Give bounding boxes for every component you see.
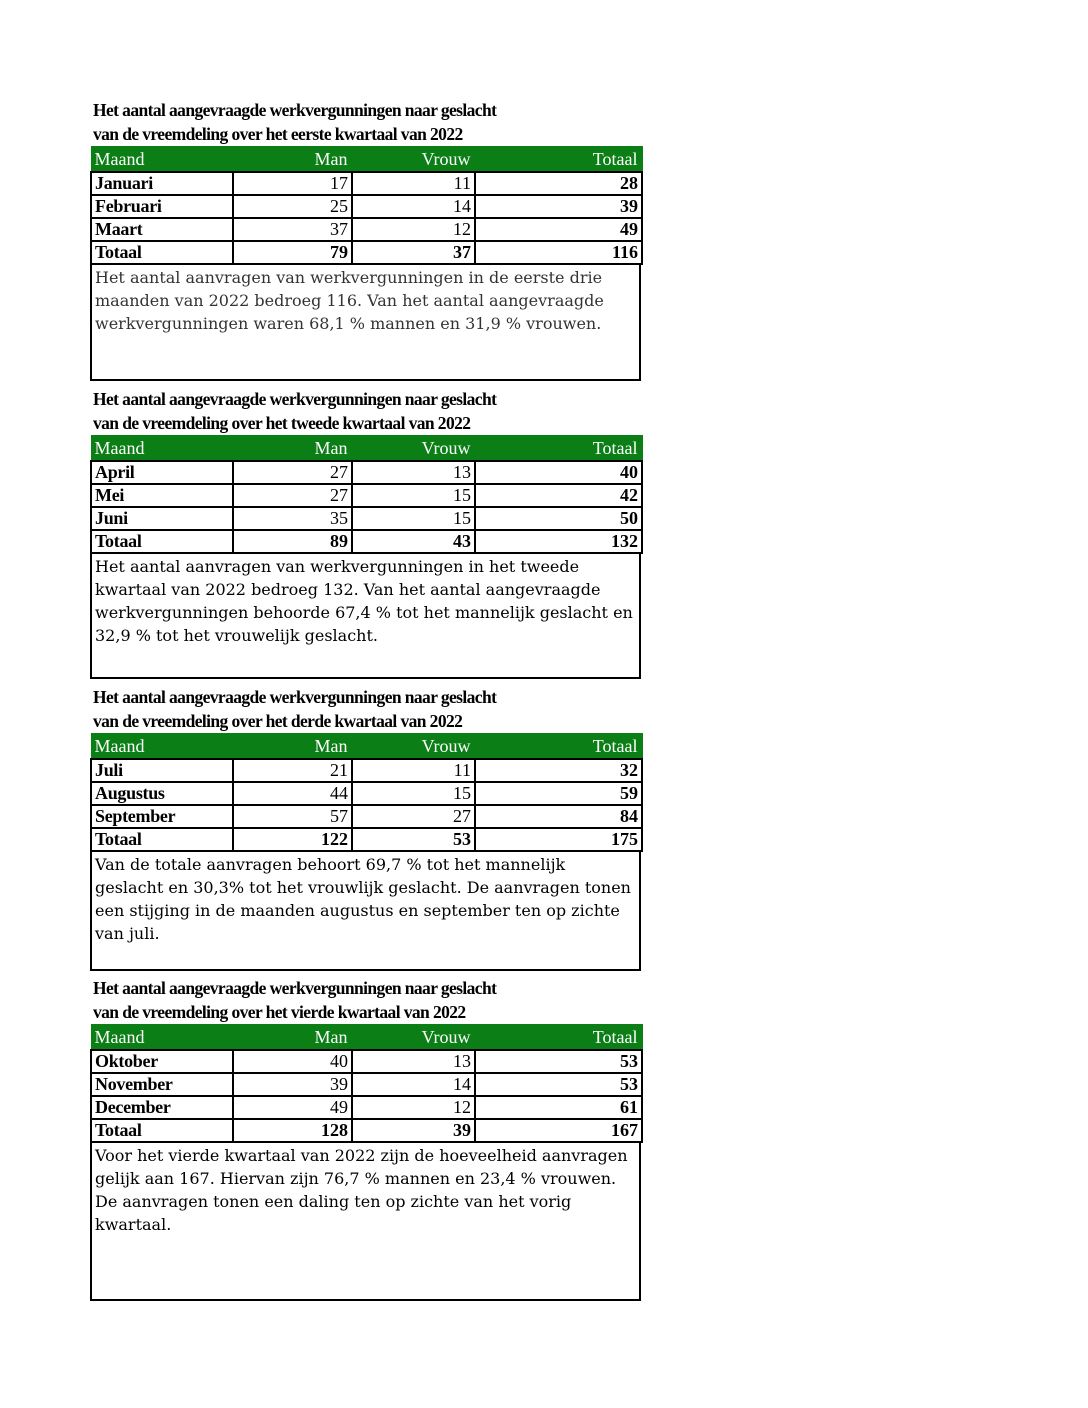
- cell-vrouw: 13: [352, 461, 475, 484]
- cell-maand: Juli: [91, 759, 233, 782]
- section-note: Van de totale aanvragen behoort 69,7 % tot het mannelijk geslacht en 30,3% tot het vrouwlijk geslacht. De aanvragen tonen een stijging in de maanden augustus en september ten op zichte van juli.: [90, 852, 641, 971]
- cell-maand: Totaal: [91, 828, 233, 851]
- cell-vrouw: 27: [352, 805, 475, 828]
- cell-maand: Augustus: [91, 782, 233, 805]
- cell-maand: Totaal: [91, 241, 233, 264]
- cell-totaal: 32: [475, 759, 642, 782]
- header-man: Man: [233, 1025, 352, 1051]
- cell-maand: September: [91, 805, 233, 828]
- cell-maand: Oktober: [91, 1050, 233, 1073]
- cell-vrouw: 11: [352, 172, 475, 195]
- section-note: Het aantal aanvragen van werkvergunningen in de eerste drie maanden van 2022 bedroeg 116. Van het aantal aangevraagde werkvergunningen waren 68,1 % mannen en 31,9 % vrouwen.: [90, 265, 641, 381]
- cell-man: 25: [233, 195, 352, 218]
- cell-maand: Mei: [91, 484, 233, 507]
- total-row: [91, 241, 642, 264]
- header-vrouw: Vrouw: [352, 1025, 475, 1051]
- cell-totaal: 28: [475, 172, 642, 195]
- cell-vrouw: 53: [352, 828, 475, 851]
- cell-man: 128: [233, 1119, 352, 1142]
- cell-vrouw: 15: [352, 782, 475, 805]
- quarter-table: [90, 146, 643, 265]
- cell-maand: Totaal: [91, 530, 233, 553]
- header-maand: Maand: [91, 734, 233, 760]
- header-maand: Maand: [91, 147, 233, 173]
- quarter-section-3: [90, 685, 641, 971]
- cell-man: 35: [233, 507, 352, 530]
- cell-totaal: 42: [475, 484, 642, 507]
- cell-totaal: 40: [475, 461, 642, 484]
- cell-vrouw: 37: [352, 241, 475, 264]
- section-title-line2: van de vreemdeling over het vierde kwartaal van 2022: [93, 1002, 466, 1022]
- quarter-section-4: [90, 976, 641, 1301]
- cell-man: 17: [233, 172, 352, 195]
- cell-vrouw: 12: [352, 1096, 475, 1119]
- table-row: [91, 1096, 642, 1119]
- quarter-table: [90, 1024, 643, 1143]
- header-man: Man: [233, 436, 352, 462]
- cell-man: 21: [233, 759, 352, 782]
- cell-man: 37: [233, 218, 352, 241]
- section-title-line1: Het aantal aangevraagde werkvergunningen naar geslacht: [93, 978, 497, 998]
- total-row: [91, 828, 642, 851]
- cell-vrouw: 43: [352, 530, 475, 553]
- quarter-table: [90, 435, 643, 554]
- header-totaal: Totaal: [475, 147, 642, 173]
- table-row: [91, 782, 642, 805]
- cell-man: 44: [233, 782, 352, 805]
- table-row: [91, 1050, 642, 1073]
- section-title-line2: van de vreemdeling over het tweede kwartaal van 2022: [93, 413, 471, 433]
- cell-vrouw: 15: [352, 484, 475, 507]
- total-row: [91, 530, 642, 553]
- header-man: Man: [233, 734, 352, 760]
- table-row: [91, 195, 642, 218]
- table-row: [91, 218, 642, 241]
- header-vrouw: Vrouw: [352, 436, 475, 462]
- cell-man: 79: [233, 241, 352, 264]
- cell-man: 40: [233, 1050, 352, 1073]
- cell-vrouw: 11: [352, 759, 475, 782]
- table-header-row: [91, 147, 642, 173]
- cell-vrouw: 39: [352, 1119, 475, 1142]
- cell-totaal: 116: [475, 241, 642, 264]
- cell-vrouw: 15: [352, 507, 475, 530]
- header-totaal: Totaal: [475, 436, 642, 462]
- section-title-line1: Het aantal aangevraagde werkvergunningen naar geslacht: [93, 389, 497, 409]
- header-totaal: Totaal: [475, 734, 642, 760]
- cell-man: 39: [233, 1073, 352, 1096]
- section-title-line2: van de vreemdeling over het derde kwartaal van 2022: [93, 711, 463, 731]
- cell-totaal: 53: [475, 1073, 642, 1096]
- table-row: [91, 805, 642, 828]
- cell-maand: April: [91, 461, 233, 484]
- cell-maand: Februari: [91, 195, 233, 218]
- section-title-line2: van de vreemdeling over het eerste kwartaal van 2022: [93, 124, 463, 144]
- cell-totaal: 59: [475, 782, 642, 805]
- table-row: [91, 172, 642, 195]
- quarter-table: [90, 733, 643, 852]
- quarter-section-1: [90, 98, 641, 381]
- quarter-section-2: [90, 387, 641, 679]
- cell-totaal: 53: [475, 1050, 642, 1073]
- cell-man: 27: [233, 484, 352, 507]
- header-totaal: Totaal: [475, 1025, 642, 1051]
- cell-totaal: 49: [475, 218, 642, 241]
- table-row: [91, 484, 642, 507]
- cell-vrouw: 14: [352, 195, 475, 218]
- section-note: Het aantal aanvragen van werkvergunningen in het tweede kwartaal van 2022 bedroeg 132. Van het aantal aangevraagde werkvergunningen behoorde 67,4 % tot het mannelijk geslacht en 32,9 % tot het vrouwelijk geslacht.: [90, 554, 641, 679]
- cell-vrouw: 14: [352, 1073, 475, 1096]
- cell-man: 89: [233, 530, 352, 553]
- cell-vrouw: 13: [352, 1050, 475, 1073]
- section-note: Voor het vierde kwartaal van 2022 zijn de hoeveelheid aanvragen gelijk aan 167. Hiervan zijn 76,7 % mannen en 23,4 % vrouwen. De aanvragen tonen een daling ten op zichte van het vorig kwartaal.: [90, 1143, 641, 1301]
- table-header-row: [91, 734, 642, 760]
- total-row: [91, 1119, 642, 1142]
- cell-vrouw: 12: [352, 218, 475, 241]
- header-vrouw: Vrouw: [352, 734, 475, 760]
- header-maand: Maand: [91, 1025, 233, 1051]
- section-title-line1: Het aantal aangevraagde werkvergunningen naar geslacht: [93, 100, 497, 120]
- cell-totaal: 167: [475, 1119, 642, 1142]
- cell-totaal: 61: [475, 1096, 642, 1119]
- cell-man: 49: [233, 1096, 352, 1119]
- cell-maand: November: [91, 1073, 233, 1096]
- cell-man: 122: [233, 828, 352, 851]
- cell-man: 27: [233, 461, 352, 484]
- cell-totaal: 175: [475, 828, 642, 851]
- table-header-row: [91, 1025, 642, 1051]
- table-row: [91, 461, 642, 484]
- table-row: [91, 507, 642, 530]
- cell-maand: Juni: [91, 507, 233, 530]
- table-header-row: [91, 436, 642, 462]
- header-vrouw: Vrouw: [352, 147, 475, 173]
- cell-maand: Totaal: [91, 1119, 233, 1142]
- cell-man: 57: [233, 805, 352, 828]
- cell-totaal: 39: [475, 195, 642, 218]
- cell-maand: December: [91, 1096, 233, 1119]
- cell-maand: Maart: [91, 218, 233, 241]
- table-row: [91, 759, 642, 782]
- table-row: [91, 1073, 642, 1096]
- cell-maand: Januari: [91, 172, 233, 195]
- cell-totaal: 84: [475, 805, 642, 828]
- header-maand: Maand: [91, 436, 233, 462]
- header-man: Man: [233, 147, 352, 173]
- cell-totaal: 132: [475, 530, 642, 553]
- cell-totaal: 50: [475, 507, 642, 530]
- section-title-line1: Het aantal aangevraagde werkvergunningen naar geslacht: [93, 687, 497, 707]
